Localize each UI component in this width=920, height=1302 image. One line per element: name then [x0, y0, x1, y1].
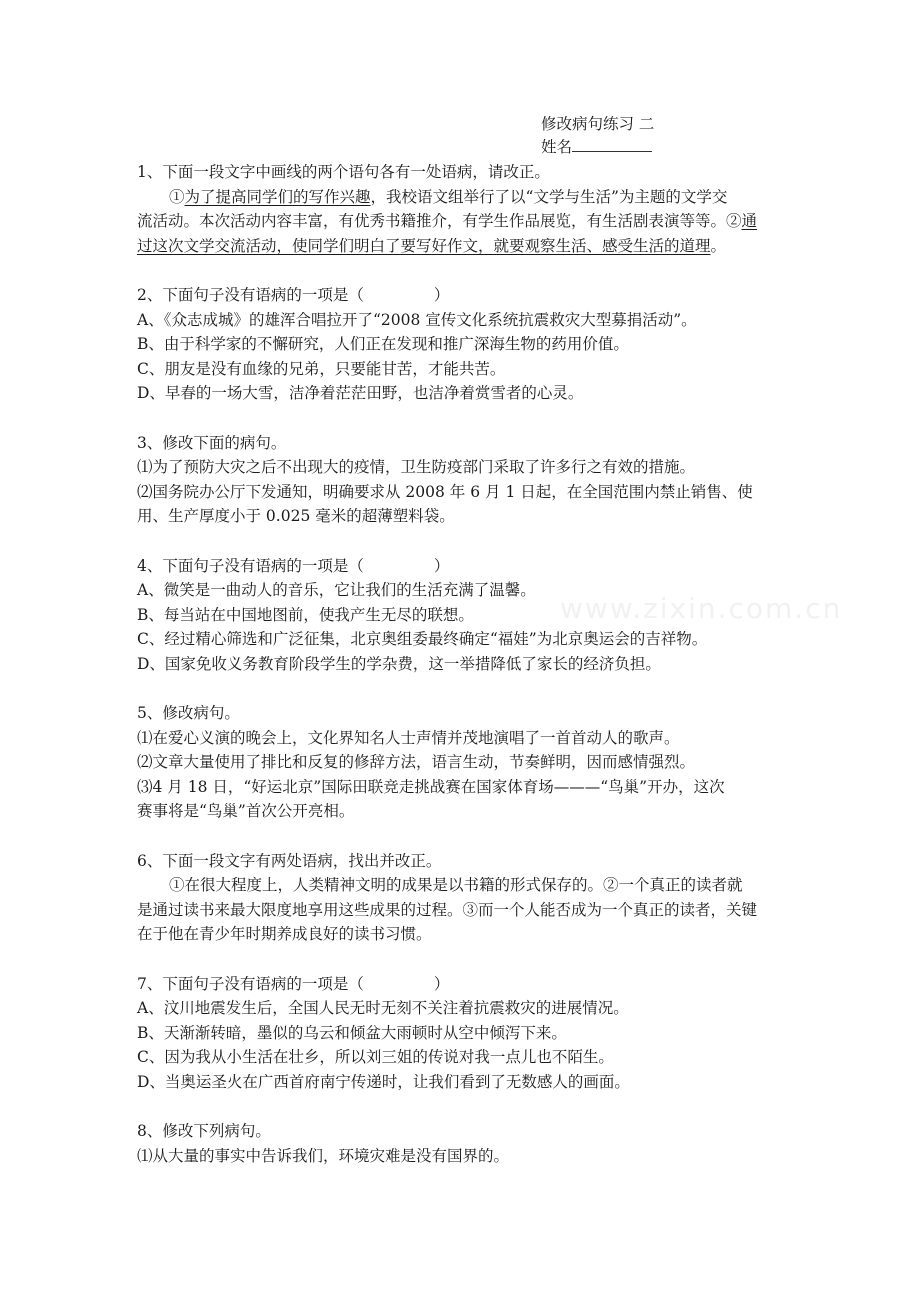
q6-line-2: 是通过读书来最大限度地享用这些成果的过程。③而一个人能否成为一个真正的读者，关键 [137, 900, 758, 919]
q1-underlined-sentence-2: 过这次文学交流活动，使同学们明白了要写好作文，就要观察生活、感受生活的道理 [137, 236, 711, 255]
q3-sentence-2-cont: 用、生产厚度小于 0.025 毫米的超薄塑料袋。 [137, 507, 455, 526]
q8-prompt: 8、修改下列病句。 [137, 1122, 271, 1141]
q3-sentence-2: ⑵国务院办公厅下发通知，明确要求从 2008 年 6 月 1 日起，在全国范围内禁止销售、使 [137, 482, 753, 501]
q2-prompt-close: ） [433, 285, 450, 304]
q2-option-b: B、由于科学家的不懈研究，人们正在发现和推广深海生物的药用价值。 [137, 335, 629, 354]
q4-option-c: C、经过精心筛选和广泛征集，北京奥组委最终确定“福娃”为北京奥运会的吉祥物。 [137, 630, 708, 649]
q7-option-a: A、汶川地震发生后，全国人民无时无刻不关注着抗震救灾的进展情况。 [137, 999, 629, 1018]
q1-text: ，我校语文组举行了以“文学与生活”为主题的文学交 [370, 187, 728, 206]
q3-sentence-1: ⑴为了预防大灾之后不出现大的疫情，卫生防疫部门采取了许多行之有效的措施。 [137, 458, 696, 477]
q7-option-c: C、因为我从小生活在壮乡，所以刘三姐的传说对我一点儿也不陌生。 [137, 1048, 614, 1067]
exercise-content [137, 160, 785, 1168]
q7-option-d: D、当奥运圣火在广西首府南宁传递时，让我们看到了无数感人的画面。 [137, 1072, 630, 1091]
q1-text: 流活动。本次活动内容丰富，有优秀书籍推介，有学生作品展览，有生活剧表演等等。② [137, 212, 742, 231]
q7-prompt-text: 7、下面句子没有语病的一项是（ [137, 974, 364, 993]
q4-option-d: D、国家免收义务教育阶段学生的学杂费，这一举措降低了家长的经济负担。 [137, 654, 661, 673]
q4-prompt-close: ） [433, 556, 450, 575]
page-title: 修改病句练习 二 [541, 115, 655, 133]
name-field-line [541, 136, 652, 158]
q1-line-2 [137, 209, 785, 234]
q4-prompt [137, 554, 785, 579]
q1-line-1 [137, 185, 785, 210]
q5-sentence-1: ⑴在爱心义演的晚会上，文化界知名人士声情并茂地演唱了一首首动人的歌声。 [137, 728, 680, 747]
q7-prompt-close: ） [433, 974, 450, 993]
q5-sentence-3-cont: 赛事将是“鸟巢”首次公开亮相。 [137, 802, 355, 821]
name-label: 姓名 [541, 138, 573, 156]
q2-option-c: C、朋友是没有血缘的兄弟，只要能甘苦，才能共苦。 [137, 359, 506, 378]
q1-marker: ① [169, 187, 185, 206]
q1-underlined-sentence-1: 为了提高同学们的写作兴趣 [184, 187, 371, 206]
q2-option-a: A、《众志成城》的雄浑合唱拉开了“2008 宣传文化系统抗震救灾大型募捐活动”。 [137, 310, 697, 329]
q5-sentence-2: ⑵文章大量使用了排比和反复的修辞方法，语言生动，节奏鲜明，因而感情强烈。 [137, 753, 696, 772]
q1-line-3 [137, 234, 785, 259]
q2-prompt-text: 2、下面句子没有语病的一项是（ [137, 285, 364, 304]
q4-option-b: B、每当站在中国地图前，使我产生无尽的联想。 [137, 605, 474, 624]
q1-text: 。 [710, 236, 727, 255]
q7-prompt [137, 972, 785, 997]
q5-sentence-3: ⑶4 月 18 日，“好运北京”国际田联竞走挑战赛在国家体育场———“鸟巢”开办，这次 [137, 777, 725, 796]
q2-prompt [137, 283, 785, 308]
q6-line-3: 在于他在青少年时期养成良好的读书习惯。 [137, 925, 432, 944]
q1-underlined-sentence-2-start: 通 [741, 212, 758, 231]
q7-option-b: B、天渐渐转暗，墨似的乌云和倾盆大雨顿时从空中倾泻下来。 [137, 1023, 567, 1042]
q1-prompt: 1、下面一段文字中画线的两个语句各有一处语病，请改正。 [137, 163, 550, 181]
q3-prompt: 3、修改下面的病句。 [137, 433, 287, 452]
q8-sentence-1: ⑴从大量的事实中告诉我们，环境灾难是没有国界的。 [137, 1146, 510, 1165]
q4-option-a: A、微笑是一曲动人的音乐，它让我们的生活充满了温馨。 [137, 581, 536, 600]
q2-option-d: D、早春的一场大雪，洁净着茫茫田野，也洁净着赏雪者的心灵。 [137, 384, 584, 403]
name-blank [572, 136, 652, 152]
q6-line-1: ①在很大程度上，人类精神文明的成果是以书籍的形式保存的。②一个真正的读者就 [169, 876, 743, 895]
q5-prompt: 5、修改病句。 [137, 704, 240, 723]
watermark: www.zixin.com.cn [560, 592, 843, 625]
q6-prompt: 6、下面一段文字有两处语病，找出并改正。 [137, 851, 442, 870]
q4-prompt-text: 4、下面句子没有语病的一项是（ [137, 556, 364, 575]
